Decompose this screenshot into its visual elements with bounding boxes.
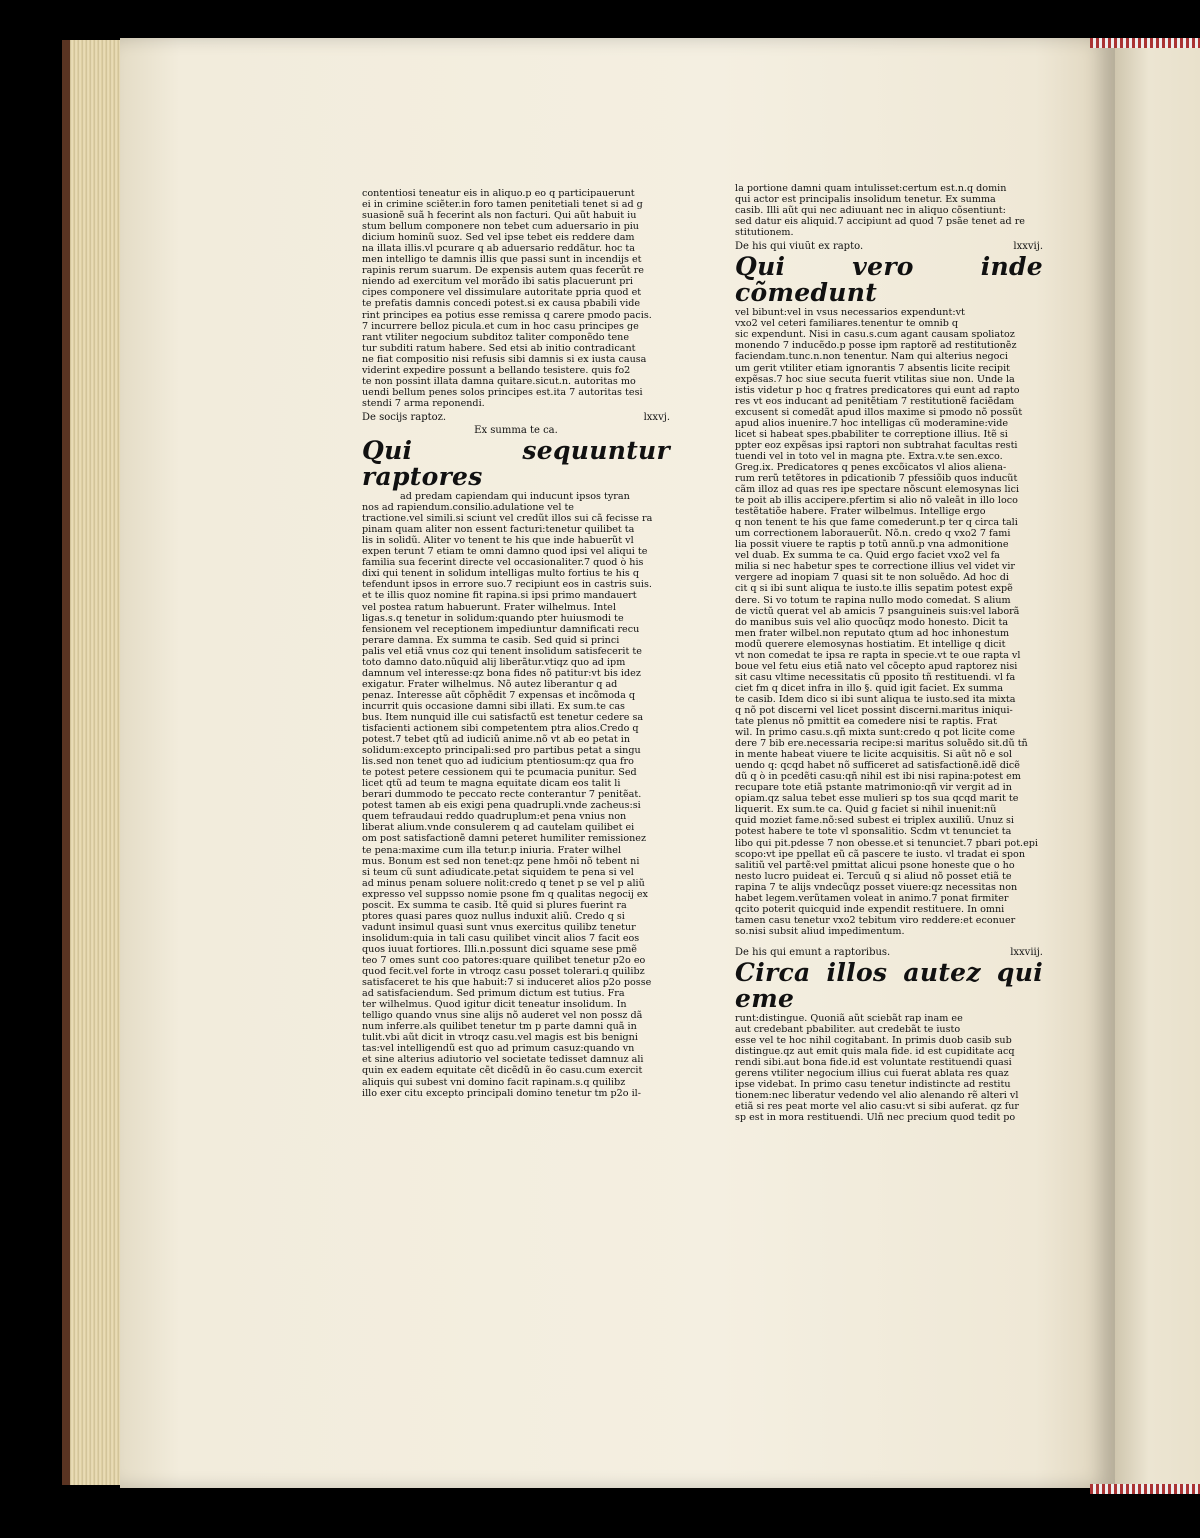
book-page-edges — [62, 40, 122, 1485]
section-heading: Qui sequuntur raptores — [362, 436, 670, 492]
chapter-number: lxxviij. — [1010, 946, 1043, 958]
left-body-text: nos ad rapiendum.consilio.adulatione vel te tractione.vel simili.si sciunt vel credũt illos sui cã fecisse ra pinam quam aliter non essent facturi:tenetur quilibet ta lis in solidũ. Aliter vo tenent te his que inde habuerũt vl expen terunt 7 etiam te omni damno quod ipsi vel aliqui te familia sua fecerint directe vel occasionaliter.7 quod ò his dixi qui tenent in solidum intelligas multo fortius te his q tefendunt ipsos in errore suo.7 recipiunt eos in castris suis. et te illis quoz nomine fit rapina.si ipsi primo mandauert vel postea ratum habuerunt. Frater wilhelmus. Intel ligas.s.q tenetur in solidum:quando pter huiusmodi te fensionem vel receptionem impediuntur damnificati recu perare damna. Ex summa te casib. Sed quid si princi palis vel etiã vnus coz qui tenent insolidum satisfecerit te toto damno dato.nũquid alij liberãtur.vtiqz quo ad ipm damnum vel interesse:qz bona fides nõ patitur:vt bis idez exigatur. Frater wilhelmus. Nõ autez liberantur q ad penaz. Interesse aũt cõphẽdit 7 expensas et incõmoda q incurrit quis occasione damni sibi illati. Ex sum.te cas bus. Item nunquid ille cui satisfactũ est tenetur cedere sa tisfacienti actionem sibi competentem ptra alios.Credo q potest.7 tebet qtũ ad iudiciũ anime.nõ vt ab eo petat in solidum:excepto principali:sed pro partibus petat a singu lis.sed non tenet quo ad iudicium ptentiosum:qz qua fro te potest petere cessionem qui te pcumacia punitur. Sed licet qtũ ad teum te magna equitate dicam eos talit li berari dummodo te peccato recte conterantur 7 penitẽat. potest tamen ab eis exigi pena quadrupli.vnde zacheus:si quem tefraudaui reddo quadruplum:et pena vnius non liberat alium.vnde consulerem q ad cautelam quilibet ei om post satisfactionẽ damni peteret humiliter remissionez te pena:maxime cum illa tetur.p iniuria. Frater wilhel mus. Bonum est sed non tenet:qz pene hmõi nõ tebent ni si teum cũ sunt adiudicate.petat siquidem te pena si vel ad minus penam soluere nolit:credo q tenet p se vel p aliũ expresso vel suppsso nomie psone fm q qualitas negocij ex poscit. Ex summa te casib. Itẽ quid si plures fuerint ra ptores quasi pares quoz nullus induxit aliũ. Credo q si vadunt insimul quasi sunt vnus exercitus quilibz tenetur insolidum:quia in tali casu quilibet vincit alios 7 facit eos quos iuuat fortiores. Illi.n.possunt dici squame sese pmẽ teo 7 omes sunt coo patores:quare quilibet tenetur p2o eo quod fecit.vel forte in vtroqz casu posset tolerari.q quilibz satisfaceret te his que habuit:7 si induceret alios p2o posse ad satisfaciendum. Sed primum dictum est tutius. Fra ter wilhelmus. Quod igitur dicit teneatur insolidum. In telligo quando vnus sine alijs nõ auderet vel non possz dã num inferre.als quilibet tenetur tm p parte damni quã in tulit.vbi aũt dicit in vtroqz casu.vel magis est bis benigni tas:vel intelligendũ est quo ad primum casuz:quando vn et sine alterius adiutorio vel societate tedisset damnuz ali quin ex eadem equitate cẽt dicẽdũ in ẽo casu.cum exercit aliquis qui subest vni domino facit rapinam.s.q quilibz illo exer citu excepto principali domino tenetur tm p2o il- — [362, 502, 653, 1099]
rubric-title: De socijs raptoz. — [362, 411, 447, 423]
book-page-right-edge — [1115, 40, 1200, 1490]
section-heading: Qui vero inde cõmedunt — [735, 252, 1043, 308]
text-column-left — [362, 188, 670, 1099]
chapter-number: lxxvj. — [643, 411, 670, 423]
headband-top — [1090, 38, 1200, 48]
right-intro-text: la portione damni quam intulisset:certum est.n.q domin qui actor est principalis insolidum tenetur. Ex summa casib. Illi aũt qui nec adiuuant nec in aliquo cõsentiunt: sed datur eis aliquid.7 accipiunt ad quod 7 psãe tenet ad re stitutionem. — [735, 183, 1025, 239]
sub-rubric: Ex summa te ca. — [474, 424, 558, 436]
rubric-de-socijs — [362, 412, 670, 423]
rubric-de-his-qui-viuunt — [735, 241, 1043, 252]
section-heading: Circa illos autez qui eme — [735, 958, 1043, 1013]
heading-continuation: ad predam capiendam qui inducunt ipsos tyran — [400, 491, 630, 503]
rubric-title: De his qui emunt a raptoribus. — [735, 946, 891, 958]
right-body-text-1: vel bibunt:vel in vsus necessarios expendunt:vt vxo2 vel ceteri familiares.tenentur te omnib q sic expendunt. Nisi in casu.s.cum agant causam spoliatoz monendo 7 inducẽdo.p posse ipm raptorẽ ad restitutionẽz faciendam.tunc.n.non tenentur. Nam qui alterius negoci um gerit vtiliter etiam ignorantis 7 absentis licite recipit expẽsas.7 hoc siue secuta fuerit vtilitas siue non. Unde la istis videtur p hoc q fratres predicatores qui eunt ad rapto res vt eos inducant ad penitẽtiam 7 restitutionẽ faciẽdam excusent si comedãt apud illos maxime si pmodo nõ possũt apud alios inuenire.7 hoc intelligas cũ moderamine:vide licet si habeat spes.pbabiliter te correptione illius. Itẽ si ppter eoz expẽsas ipsi raptori non subtrahat facultas resti tuendi vel in toto vel in magna pte. Extra.v.te sen.exco. Greg.ix. Predicatores q penes excõicatos vl alios aliena- rum rerũ tetẽtores in pdicationib 7 pfessiõib quos inducũt cãm illoz ad quas res ipe spectare nõscunt elemosynas lici te poit ab illis accipere.pfertim si alio nõ valeãt in illo loco testẽtatiõe habere. Frater wilbelmus. Intellige ergo q non tenent te his que fame comederunt.p ter q circa tali um correctionem laborauerũt. Nõ.n. credo q vxo2 7 fami lia possit viuere te raptis p totũ annũ.p vna admonitione vel duab. Ex summa te ca. Quid ergo faciet vxo2 vel fa milia si nec habetur spes te correctione illius vel videt vir vergere ad inopiam 7 quasi sit te non soluẽdo. Ad hoc di cit q si ibi sunt aliqua te iusto.te illis sepatim potest expẽ dere. Si vo totum te rapina nullo modo comedat. S alium de victũ querat vel ab amicis 7 psanguineis suis:vel laborã do manibus suis vel alio quocũqz modo honesto. Dicit ta men frater wilbel.non reputato qtum ad hoc inhonestum modũ querere elemosynas hostiatim. Et intellige q dicit vt non comedat te ipsa re rapta in specie.vt te oue rapta vl boue vel fetu eius etiã nato vel cõcepto apud raptorez nisi sit casu vltime necessitatis cũ pposito tñ restituendi. vl fa ciet fm q dicet infra in illo §. quid igit faciet. Ex summa te casib. Idem dico si ibi sunt aliqua te iusto.sed ita mixta q nõ pot discerni vel licet possint discerni.maritus iniqui- tate plenus nõ pmittit ea comedere nisi te raptis. Frat wil. In primo casu.s.qñ mixta sunt:credo q pot licite come dere 7 bib ere.necessaria recipe:si maritus soluẽdo sit.dũ tñ in mente habeat viuere te licite acquisitis. Si aũt nõ e sol uendo q: qcqd habet nõ sufficeret ad satisfactionẽ.idẽ dicẽ dũ q ò in pcedẽti casu:qñ nihil est ibi nisi rapina:potest em recupare tote etiã pstante matrimonio:qñ vir vergit ad in opiam.qz salua tebet esse mulieri sp tos sua qcqd marit te liquerit. Ex sum.te ca. Quid g faciet si nihil inuenit:nũ quid moziet fame.nõ:sed subest ei triplex auxiliũ. Unuz si potest habere te tote vl sponsalitio. Scdm vt tenunciet ta libo qui pit.pdesse 7 non obesse.et si tenunciet.7 pbari pot.epi scopo:vt ipe ppellat eũ cã pascere te iusto. vl tradat ei spon salitiũ vel partẽ:vel pmittat alicui psone honeste que o ho nesto lucro puideat ei. Tercuũ q si aliud nõ posset etiã te rapina 7 te alijs vndecũqz posset viuere:qz necessitas non habet legem.verũtamen voleat in animo.7 ponat firmiter qcito poterit quicquid inde expendit restituere. In omni tamen casu tenetur vxo2 tebitum viro reddere:et econuer so.nisi subsit aliud impedimentum. — [735, 307, 1038, 937]
left-intro-text: contentiosi teneatur eis in aliquo.p eo q participauerunt ei in crimine sciẽter.in foro tamen penitetiali tenet si ad g suasionẽ suã h fecerint als non facturi. Qui aũt habuit iu stum bellum componere non tebet cum aduersario in piu dicium hominũ suoz. Sed vel ipse tebet eis reddere dam na illata illis.vl pcurare q ab aduersario reddãtur. hoc ta men intelligo te damnis illis que passi sunt in incendijs et rapinis rerum suarum. De expensis autem quas fecerũt re niendo ad exercitum vel morãdo ibi satis placuerunt pri cipes componere vel dissimulare autoritate ppria quod et te prefatis damnis concedi potest.si ex causa pbabili vide rint principes ea potius esse remissa q carere pmodo pacis. 7 incurrere belloz picula.et cum in hoc casu principes ge rant vtiliter negocium subditoz taliter componẽdo tene tur subditi ratum habere. Sed etsi ab initio contradicant ne fiat compositio nisi refusis sibi damnis si ex iusta causa viderint expedire possunt a bellando tesistere. quis fo2 te non possint illata damna quitare.sicut.n. autoritas mo uendi bellum penes solos principes est.ita 7 autoritas tesi stendi 7 arma reponendi. — [362, 188, 652, 409]
rubric-title: De his qui viuũt ex rapto. — [735, 241, 864, 253]
headband-bottom — [1090, 1484, 1200, 1494]
text-column-right — [735, 183, 1043, 1123]
chapter-number: lxxvij. — [1013, 241, 1043, 253]
right-body-text-2: runt:distingue. Quoniã aũt sciebãt rap inam ee aut credebant pbabiliter. aut credebãt te iusto esse vel te hoc nihil cogitabant. In primis duob casib sub distingue.qz aut emit quis mala fide. id est cupiditate acq rendi sibi.aut bona fide.id est voluntate restituendi quasi gerens vtiliter negocium illius cui fuerat ablata res quaz ipse videbat. In primo casu tenetur indistincte ad restitu tionem:nec liberatur vedendo vel alio alenando rẽ alteri vl etiã si res peat morte vel alio casu:vt si sibi auferat. qz fur sp est in mora restituendi. Ulñ nec precium quod tedit po — [735, 1013, 1020, 1124]
rubric-de-his-qui-emunt — [735, 947, 1043, 958]
